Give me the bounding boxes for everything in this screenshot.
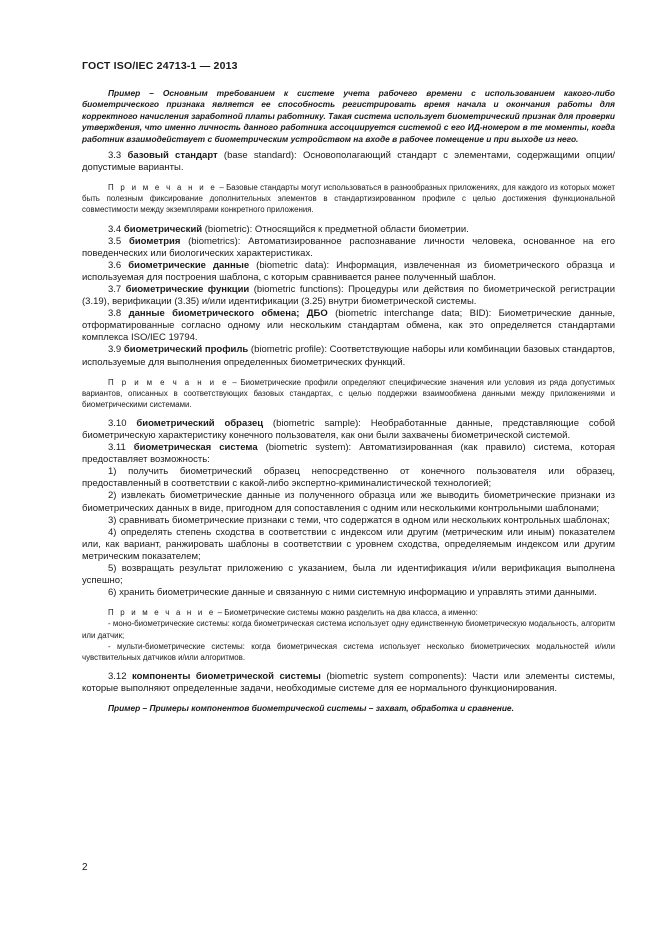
term-title: биометрия: [128, 235, 181, 247]
term-3-4: 3.4 биометрический (biometric): Относящийся к предметной области биометрии.: [108, 223, 469, 235]
list-item: 6) хранить биометрические данные и связанную с ними системную информацию и управлять этими данными.: [108, 587, 597, 599]
note-paragraph: П р и м е ч а н и е – Биометрические системы можно разделить на два класса, а именно:: [108, 608, 478, 618]
term-3-10: 3.10 биометрический образец (biometric sample): Необработанные данные, представляющие собой биометрическую характеристику конечного пользователя, как они были захвачены биометрической системой.: [82, 417, 615, 441]
term-title: базовый стандарт: [127, 150, 218, 162]
list-item: 3) сравнивать биометрические признаки с теми, что содержатся в одном или нескольких контрольных шаблонах;: [108, 514, 610, 526]
term-title: биометрический образец: [136, 417, 264, 429]
document-header: ГОСТ ISO/IEC 24713-1 — 2013: [82, 60, 238, 72]
note-subitem: - мульти-биометрические системы: когда биометрическая система использует несколько биометрических модальностей и/или чувствительных датчиков и/или алгоритмов.: [82, 641, 615, 662]
term-3-8: 3.8 данные биометрического обмена; ДБО (biometric interchange data; BID): Биометрические данные, отформатированные согласно одному или нескольким стандартам обмена, как это определяется стандартами комплекса ISO/IEC 19794.: [82, 308, 616, 344]
note-subitem: - моно-биометрические системы: когда биометрическая система использует одну единственную биометрическую модальность, алгоритм или датчик;: [82, 619, 615, 640]
term-3-3: 3.3 базовый стандарт (base standard): Основополагающий стандарт с элементами, содержащими опции/допустимые варианты.: [82, 150, 616, 174]
term-3-5: 3.5 биометрия (biometrics): Автоматизированное распознавание личности человека, основанное на его поведенческих или биологических характеристиках.: [82, 235, 615, 259]
list-item: 2) извлекать биометрические данные из полученного образца или же выводить биометрические признаки из биометрических данных в виде, пригодном для сопоставления с одним или несколькими контрольными шаблонами;: [82, 490, 615, 514]
term-title: биометрический профиль: [123, 344, 249, 356]
note-paragraph: П р и м е ч а н и е – Базовые стандарты могут использоваться в разнообразных приложениях, для каждого из которых может быть полезным фиксирование дополнительных элементов в стандартизированном профиле с целью достижения функциональной совместимости между экземплярами конкретного приложения.: [82, 183, 615, 215]
term-title: биометрическая система: [133, 442, 258, 454]
example-paragraph: Пример – Основным требованием к системе учета рабочего времени с использованием какого-либо биометрического признака является ее способность регистрировать время начала и окончания работы для корректного начисления заработной платы работнику. Такая система использует биометрический признак для проверки утверждения, что именно личность данного работника ассоциируется системой с его ИД-номером в те моменты, когда работник взаимодействует с биометрическим устройством на входе в рабочее помещение и при выходе из него.: [82, 88, 615, 144]
note-paragraph: П р и м е ч а н и е – Биометрические профили определяют специфические значения или условия из ряда допустимых вариантов, описанных в соответствующих базовых стандартах, с целью поддержки взаимообмена данными между приложениями и биометрическими системами.: [82, 377, 615, 409]
list-item: 4) определять степень сходства в соответствии с индексом или другим (метрическим или иным) показателем или, как вариант, ранжировать шаблоны в соответствии с уровнем сходства, определяемым индексом или другим метрическим показателем;: [82, 526, 615, 562]
term-title: компоненты биометрической системы: [132, 670, 321, 682]
term-3-11: 3.11 биометрическая система (biometric system): Автоматизированная (как правило) система, которая предоставляет возможность:: [82, 442, 616, 466]
term-3-9: 3.9 биометрический профиль (biometric profile): Соответствующие наборы или комбинации базовых стандартов, используемые для выполнения определенных биометрических функций.: [82, 344, 615, 368]
term-title: биометрические функции: [125, 283, 250, 295]
term-title: данные биометрического обмена; ДБО: [128, 308, 328, 320]
document-page: [82, 60, 615, 719]
term-3-12: 3.12 компоненты биометрической системы (biometric system components): Части или элементы системы, которые выполняют определенные задачи, необходимые системе для ее нормального функционирования.: [82, 670, 616, 694]
term-title: биометрические данные: [128, 259, 250, 271]
term-3-7: 3.7 биометрические функции (biometric functions): Процедуры или действия по биометрической регистрации (3.19), верификации (3.35) и/или идентификации (3.25) внутри биометрической системы.: [82, 283, 616, 308]
example-paragraph: Пример – Примеры компонентов биометрической системы – захват, обработка и сравнение.: [108, 702, 514, 713]
term-3-6: 3.6 биометрические данные (biometric data): Информация, извлеченная из биометрического образца и используемая для построения шаблона, с которым сравнивается ранее полученный шаблон.: [82, 259, 615, 283]
list-item: 5) возвращать результат приложению с указанием, была ли идентификация и/или верификация выполнена успешно;: [82, 563, 615, 587]
list-item: 1) получить биометрический образец непосредственно от конечного пользователя или образец, предоставленный в соответствии с какой-либо экспертно-криминалистической технологией;: [82, 466, 615, 490]
page-number: 2: [82, 862, 88, 873]
term-title: биометрический: [123, 223, 203, 235]
